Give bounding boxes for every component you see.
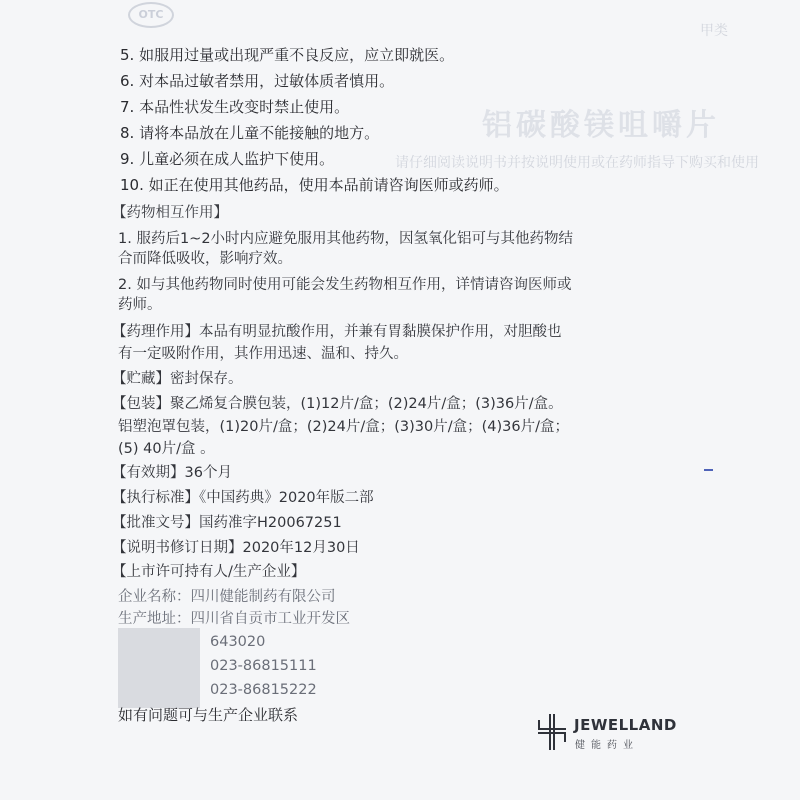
section-heading-interactions: 【药物相互作用】 [112, 205, 228, 221]
phone-text: 023-86815111 [210, 658, 317, 674]
warning-item-8: 8. 请将本品放在儿童不能接触的地方。 [120, 124, 380, 142]
interactions-text-2: 合而降低吸收，影响疗效。 [118, 251, 292, 267]
storage-text: 【贮藏】密封保存。 [112, 371, 243, 387]
standard-text: 【执行标准】《中国药典》2020年版二部 [112, 490, 374, 506]
shelf-life-text: 【有效期】36个月 [112, 465, 232, 481]
notice-bleed: 请仔细阅读说明书并按说明使用或在药师指导下购买和使用 [395, 155, 759, 171]
contact-note-text: 如有问题可与生产企业联系 [118, 706, 299, 724]
packaging-text-3: (5) 40片/盒 。 [118, 441, 215, 457]
company-name-text: 企业名称：四川健能制药有限公司 [118, 589, 336, 605]
warning-item-9: 9. 儿童必须在成人监护下使用。 [120, 150, 335, 168]
warning-item-5: 5. 如服用过量或出现严重不良反应，应立即就医。 [120, 46, 455, 64]
packaging-text-2: 铝塑泡罩包装，(1)20片/盒；(2)24片/盒；(3)30片/盒；(4)36片/盒； [118, 419, 569, 435]
jewelland-logo [538, 714, 688, 754]
approval-number-text: 【批准文号】国药准字H20067251 [112, 515, 342, 531]
otc-mark-bleed: OTC [128, 2, 174, 28]
packaging-text-1: 【包装】聚乙烯复合膜包装，(1)12片/盒；(2)24片/盒；(3)36片/盒。 [112, 396, 563, 412]
company-address-text: 生产地址：四川省自贡市工业开发区 [118, 611, 350, 627]
holder-heading: 【上市许可持有人/生产企业】 [112, 564, 306, 580]
interactions-text-1: 1. 服药后1~2小时内应避免服用其他药物，因氢氧化铝可与其他药物结 [118, 231, 574, 247]
edge-mark [704, 469, 713, 471]
grade-bleed: 甲类 [700, 23, 728, 39]
logo-chinese-name: 健能药业 [575, 740, 639, 751]
jewelland-logo-icon [538, 714, 566, 750]
interactions-text-4: 药师。 [118, 297, 162, 313]
warning-item-6: 6. 对本品过敏者禁用，过敏体质者慎用。 [120, 72, 395, 90]
warning-item-7: 7. 本品性状发生改变时禁止使用。 [120, 98, 350, 116]
postcode-text: 643020 [210, 634, 266, 650]
product-title-bleed: 铝碳酸镁咀嚼片 [482, 108, 720, 143]
warning-item-10: 10. 如正在使用其他药品，使用本品前请咨询医师或药师。 [120, 176, 509, 194]
logo-english-name: JEWELLAND [574, 716, 677, 734]
fax-text: 023-86815222 [210, 682, 317, 698]
redacted-block [118, 628, 200, 708]
interactions-text-3: 2. 如与其他药物同时使用可能会发生药物相互作用，详情请咨询医师或 [118, 277, 572, 293]
pharmacology-text-1: 【药理作用】本品有明显抗酸作用，并兼有胃黏膜保护作用，对胆酸也 [112, 324, 562, 340]
pharmacology-text-2: 有一定吸附作用，其作用迅速、温和、持久。 [118, 346, 408, 362]
revision-date-text: 【说明书修订日期】2020年12月30日 [112, 540, 360, 556]
